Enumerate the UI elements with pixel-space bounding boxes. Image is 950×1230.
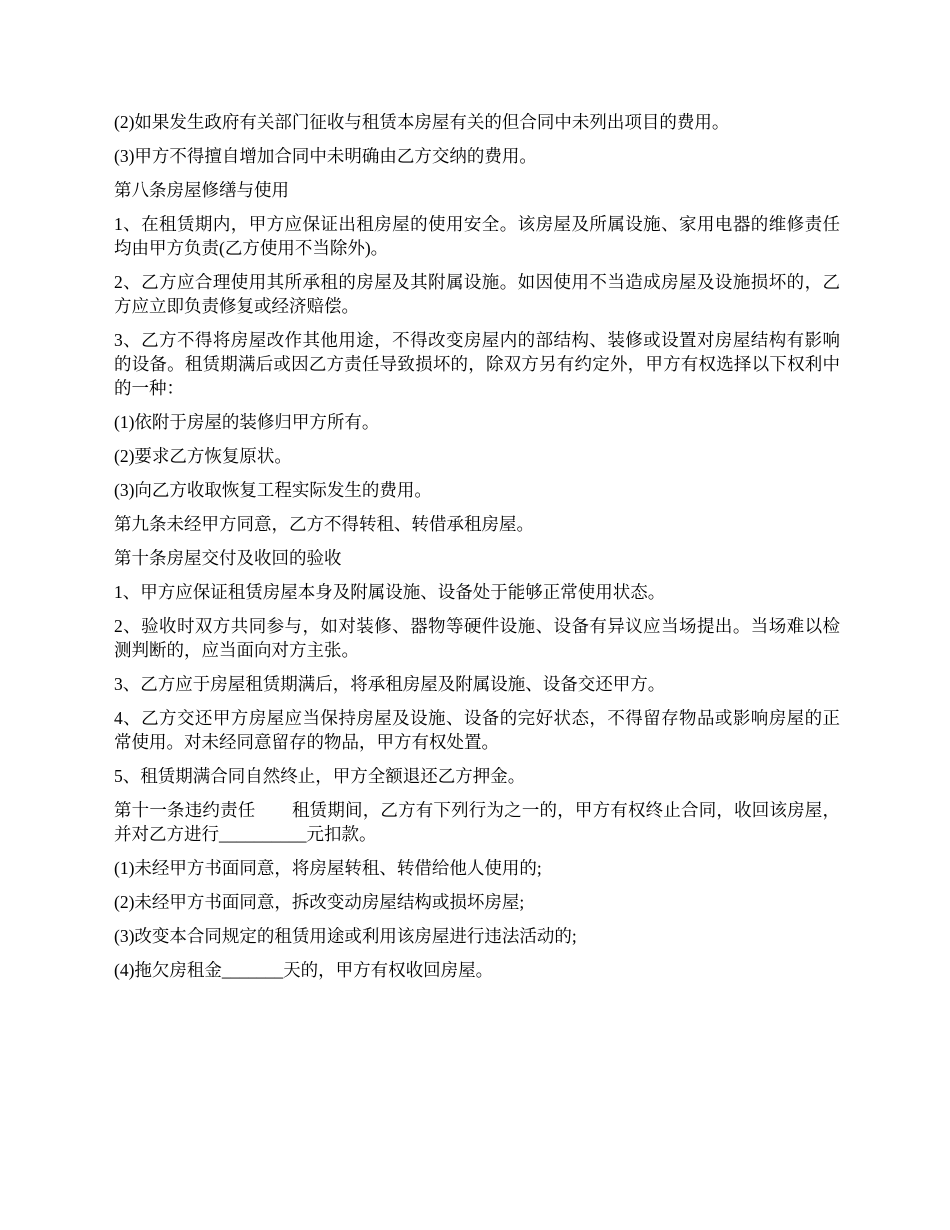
clause-paragraph: (3)向乙方收取恢复工程实际发生的费用。 bbox=[114, 480, 432, 500]
clause-paragraph: (2)未经甲方书面同意，拆改变动房屋结构或损坏房屋; bbox=[114, 892, 525, 912]
clause-paragraph: (2)要求乙方恢复原状。 bbox=[114, 446, 292, 466]
article-heading: 第八条房屋修缮与使用 bbox=[114, 180, 289, 200]
clause-paragraph: 5、租赁期满合同自然终止，甲方全额退还乙方押金。 bbox=[114, 766, 526, 786]
clause-paragraph: 3、乙方不得将房屋改作其他用途，不得改变房屋内的部结构、装修或设置对房屋结构有影响的设备。租赁期满后或因乙方责任导致损坏的，除双方另有约定外，甲方有权选择以下权利中的一种： bbox=[114, 330, 840, 398]
clause-paragraph: 1、甲方应保证租赁房屋本身及附属设施、设备处于能够正常使用状态。 bbox=[114, 582, 666, 602]
clause-paragraph: 2、验收时双方共同参与，如对装修、器物等硬件设施、设备有异议应当场提出。当场难以检测判断的，应当面向对方主张。 bbox=[114, 616, 840, 660]
document-body bbox=[114, 110, 840, 992]
clause-paragraph: (3)改变本合同规定的租赁用途或利用该房屋进行违法活动的; bbox=[114, 926, 577, 946]
clause-paragraph: (3)甲方不得擅自增加合同中未明确由乙方交纳的费用。 bbox=[114, 146, 537, 166]
clause-paragraph: (2)如果发生政府有关部门征收与租赁本房屋有关的但合同中未列出项目的费用。 bbox=[114, 112, 730, 132]
clause-paragraph: (1)依附于房屋的装修归甲方所有。 bbox=[114, 412, 380, 432]
article-heading: 第十一条违约责任 租赁期间，乙方有下列行为之一的，甲方有权终止合同，收回该房屋，并对乙方进行__________元扣款。 bbox=[114, 800, 840, 844]
clause-paragraph: 4、乙方交还甲方房屋应当保持房屋及设施、设备的完好状态，不得留存物品或影响房屋的正常使用。对未经同意留存的物品，甲方有权处置。 bbox=[114, 708, 840, 752]
clause-paragraph: (4)拖欠房租金_______天的，甲方有权收回房屋。 bbox=[114, 960, 494, 980]
clause-paragraph: 3、乙方应于房屋租赁期满后，将承租房屋及附属设施、设备交还甲方。 bbox=[114, 674, 666, 694]
article-heading: 第九条未经甲方同意，乙方不得转租、转借承租房屋。 bbox=[114, 514, 534, 534]
clause-paragraph: (1)未经甲方书面同意，将房屋转租、转借给他人使用的; bbox=[114, 858, 542, 878]
clause-paragraph: 1、在租赁期内，甲方应保证出租房屋的使用安全。该房屋及所属设施、家用电器的维修责任均由甲方负责(乙方使用不当除外)。 bbox=[114, 214, 840, 258]
article-heading: 第十条房屋交付及收回的验收 bbox=[114, 548, 342, 568]
clause-paragraph: 2、乙方应合理使用其所承租的房屋及其附属设施。如因使用不当造成房屋及设施损坏的，乙方应立即负责修复或经济赔偿。 bbox=[114, 272, 840, 316]
